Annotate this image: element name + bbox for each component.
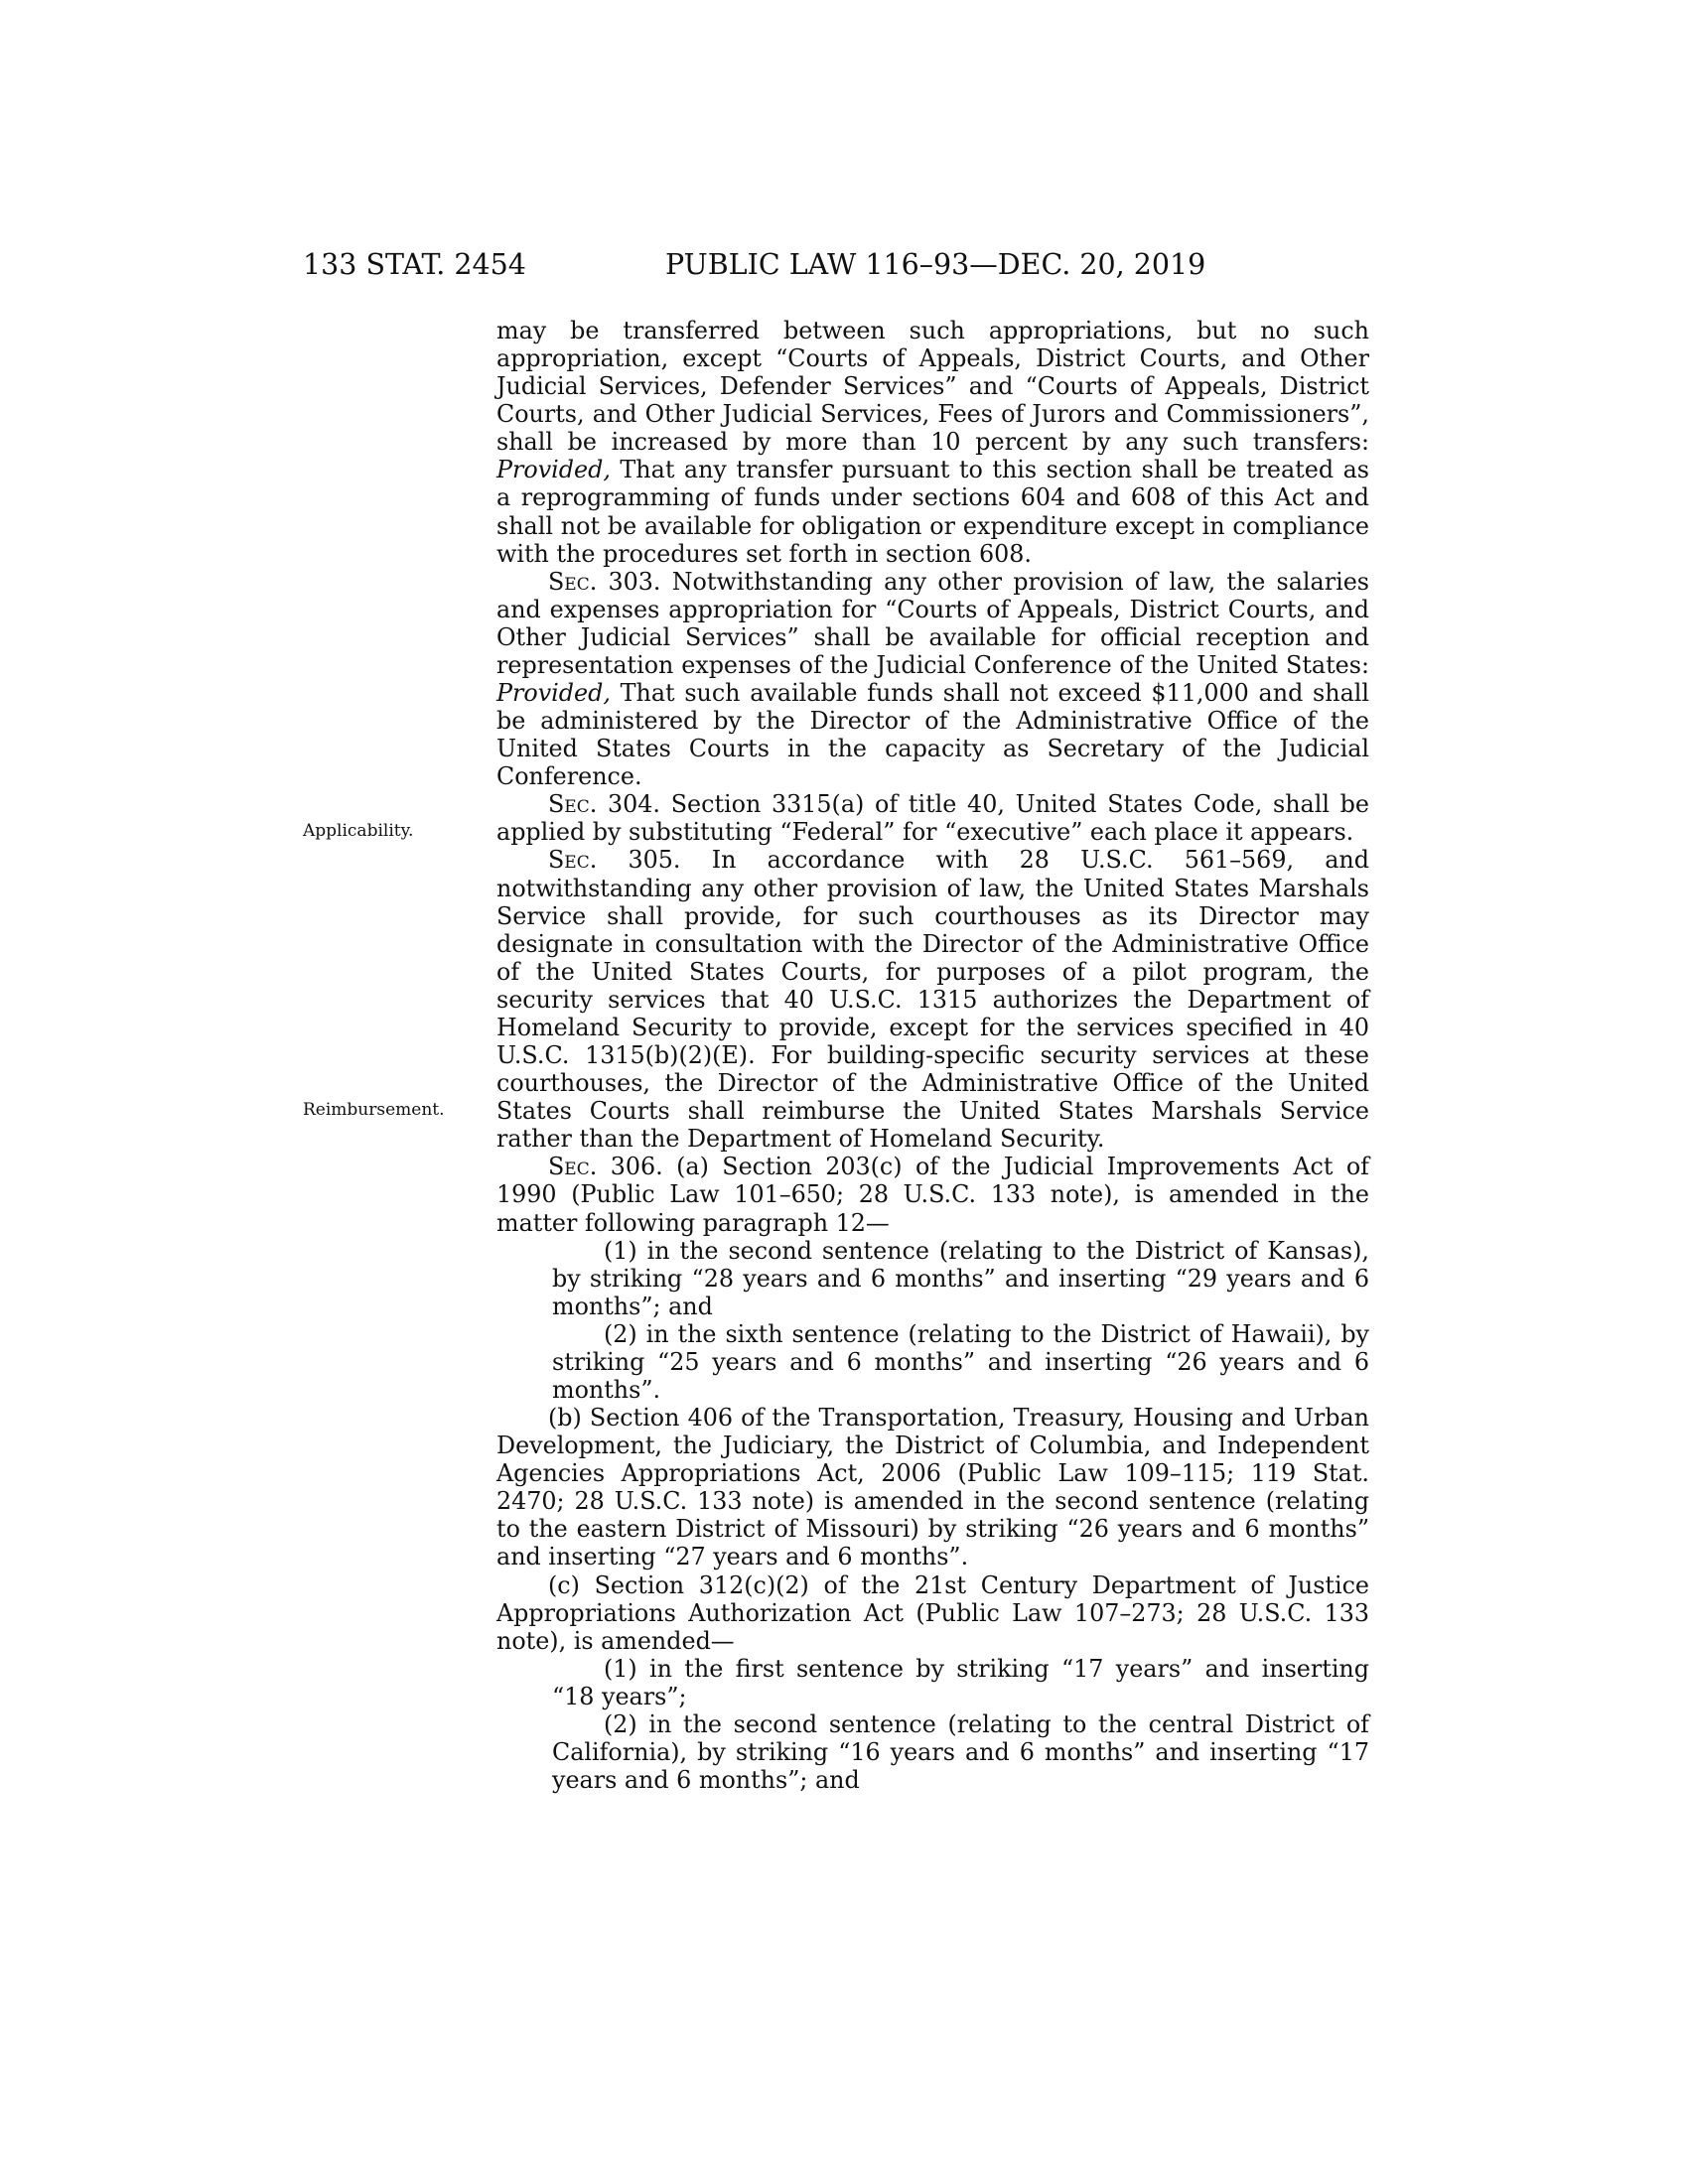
- margin-note-applicability: Applicability.: [303, 821, 414, 841]
- section-303: [496, 568, 1369, 791]
- section-text: Notwithstanding any other provision of law, the salaries and expenses appropriation for “Courts of Appeals, District Courts, and Other Judicial Services” shall be available for official reception and representation expenses of the Judicial Conference of the United States:: [496, 567, 1369, 679]
- section-label: Sec. 303.: [548, 567, 661, 596]
- section-text: (a) Section 203(c) of the Judicial Improvements Act of 1990 (Public Law 101–650; 28 U.S.C. 133 note), is amended in the matter following paragraph 12—: [496, 1153, 1369, 1237]
- page-header: [303, 245, 1216, 285]
- section-306-a-item-1: (1) in the second sentence (relating to the District of Kansas), by striking “28 years and 6 months” and inserting “29 years and 6 months”; and: [552, 1236, 1369, 1320]
- document-body: [496, 317, 1369, 1794]
- provided-term: Provided,: [496, 679, 611, 708]
- section-306-a-item-2: (2) in the sixth sentence (relating to the District of Hawaii), by striking “25 years and 6 months” and inserting “26 years and 6 months”.: [552, 1319, 1369, 1404]
- section-306-c-item-1: (1) in the first sentence by striking “17 years” and inserting “18 years”;: [552, 1654, 1369, 1710]
- section-label: Sec. 306.: [548, 1153, 663, 1181]
- stat-reference: 133 STAT. 2454: [303, 248, 526, 281]
- section-label: Sec. 305.: [548, 846, 681, 875]
- section-306: [496, 1153, 1369, 1236]
- paragraph-text: That any transfer pursuant to this section shall be treated as a reprogramming of funds under sections 604 and 608 of this Act and shall not be available for obligation or expenditure except in compliance with the procedures set forth in section 608.: [496, 456, 1369, 568]
- section-304: [496, 790, 1369, 846]
- section-305: [496, 846, 1369, 1153]
- section-label: Sec. 304.: [548, 790, 660, 819]
- provided-term: Provided,: [496, 456, 611, 484]
- section-text: That such available funds shall not exceed $11,000 and shall be administered by the Director of the Administrative Office of the United States Courts in the capacity as Secretary of the Judicial Conference.: [496, 679, 1369, 791]
- paragraph-text: may be transferred between such appropriations, but no such appropriation, except “Courts of Appeals, District Courts, and Other Judicial Services, Defender Services” and “Courts of Appeals, District Courts, and Other Judicial Services, Fees of Jurors and Commissioners”, shall be increased by more than 10 percent by any such transfers:: [496, 317, 1369, 457]
- paragraph-transfer: [496, 317, 1369, 568]
- section-306-c: (c) Section 312(c)(2) of the 21st Century Department of Justice Appropriations Authorization Act (Public Law 107–273; 28 U.S.C. 133 note), is amended—: [496, 1570, 1369, 1655]
- section-text: In accordance with 28 U.S.C. 561–569, and notwithstanding any other provision of law, the United States Marshals Service shall provide, for such courthouses as its Director may designate in consultation with the Director of the Administrative Office of the United States Courts, for purposes of a pilot program, the security services that 40 U.S.C. 1315 authorizes the Department of Homeland Security to provide, except for the services specified in 40 U.S.C. 1315(b)(2)(E). For building-specific security services at these courthouses, the Director of the Administrative Office of the United States Courts shall reimburse the United States Marshals Service rather than the Department of Homeland Security.: [496, 846, 1369, 1154]
- section-306-b: (b) Section 406 of the Transportation, Treasury, Housing and Urban Development, the Judiciary, the District of Columbia, and Independent Agencies Appropriations Act, 2006 (Public Law 109–115; 119 Stat. 2470; 28 U.S.C. 133 note) is amended in the second sentence (relating to the eastern District of Missouri) by striking “26 years and 6 months” and inserting “27 years and 6 months”.: [496, 1404, 1369, 1571]
- law-title: PUBLIC LAW 116–93—DEC. 20, 2019: [665, 248, 1206, 281]
- margin-note-reimbursement: Reimbursement.: [303, 1100, 445, 1120]
- section-text: Section 3315(a) of title 40, United States Code, shall be applied by substituting “Federal” for “executive” each place it appears.: [496, 790, 1369, 847]
- section-306-c-item-2: (2) in the second sentence (relating to the central District of California), by striking “16 years and 6 months” and inserting “17 years and 6 months”; and: [552, 1709, 1369, 1795]
